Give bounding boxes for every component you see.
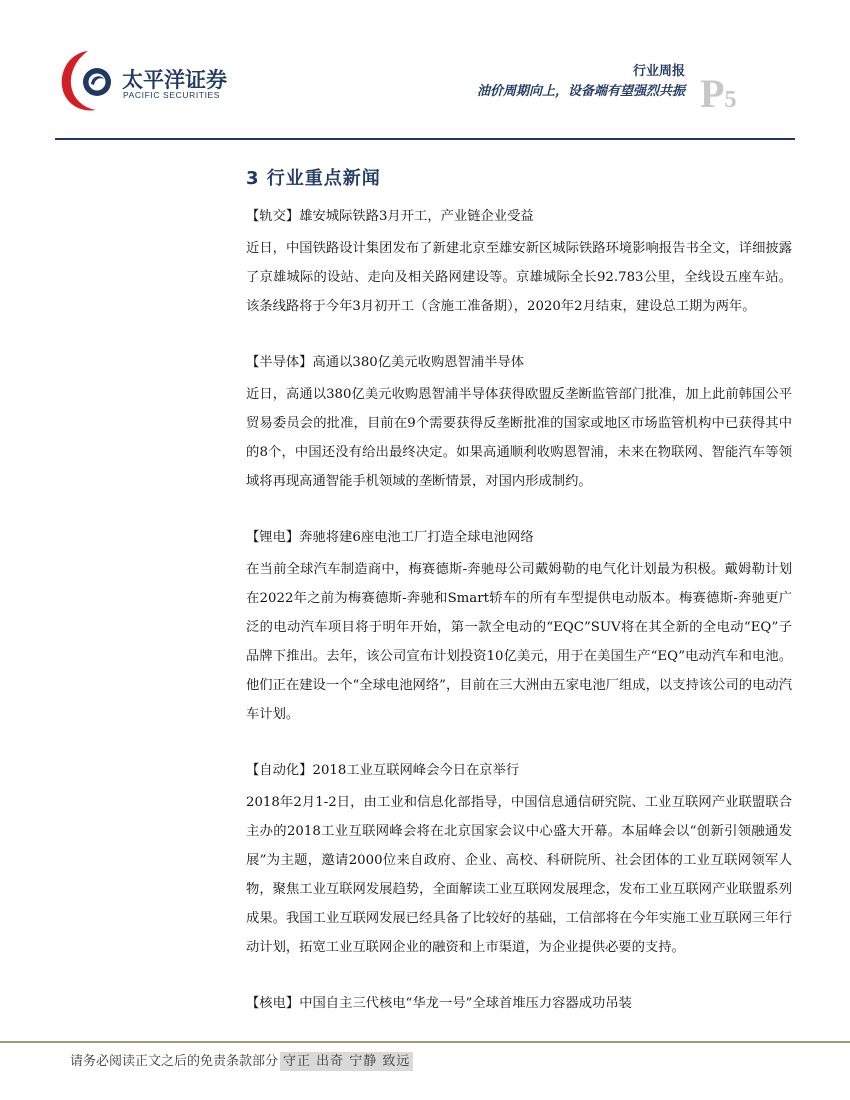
news-body: 2018年2月1-2日，由工业和信息化部指导，中国信息通信研究院、工业互联网产业联盟联合主办的2018工业互联网峰会将在北京国家会议中心盛大开幕。本届峰会以“创新引领融通发展”为主题，邀请2000位来自政府、企业、高校、科研院所、社会团体的工业互联网领军人物，聚焦工业互联网发展趋势，全面解读工业互联网发展理念，发布工业互联网产业联盟系列成果。我国工业互联网发展已经具备了比较好的基础，工信部将在今年实施工业互联网三年行动计划，拓宽工业互联网企业的融资和上市渠道，为企业提供必要的支持。 <box>246 795 792 955</box>
news-tag: 【自动化】 <box>246 763 313 778</box>
news-item <box>246 525 792 729</box>
news-headline: 高通以380亿美元收购恩智浦半导体 <box>312 355 525 370</box>
news-item <box>246 758 792 962</box>
page-number <box>700 71 737 120</box>
section-title: 3 行业重点新闻 <box>246 168 381 189</box>
news-tag: 【轨交】 <box>246 209 300 224</box>
news-headline: 中国自主三代核电“华龙一号”全球首堆压力容器成功吊装 <box>299 996 632 1011</box>
footer-divider <box>0 1041 850 1043</box>
main-content <box>246 160 792 1046</box>
news-headline-row <box>246 350 792 376</box>
news-headline-row <box>246 204 792 230</box>
news-tag: 【核电】 <box>246 996 300 1011</box>
news-headline-row <box>246 758 792 784</box>
news-item <box>246 991 792 1017</box>
slogan: 守正 出奇 宁静 致远 <box>280 1052 413 1071</box>
news-body: 近日，高通以380亿美元收购恩智浦半导体获得欧盟反垄断监管部门批准，加上此前韩国公平贸易委员会的批准，目前在9个需要获得反垄断批准的国家或地区市场监管机构中已获得其中的8个，中国还没有给出最终决定。如果高通顺利收购恩智浦，未来在物联网、智能汽车等领域将再现高通智能手机领域的垄断情景，对国内形成制约。 <box>246 387 792 489</box>
news-headline: 雄安城际铁路3月开工，产业链企业受益 <box>299 209 534 224</box>
page-number-value: 5 <box>724 87 737 113</box>
news-item <box>246 350 792 496</box>
company-logo-icon <box>58 48 118 114</box>
report-title: 油价周期向上，设备端有望强烈共振 <box>476 84 685 99</box>
news-body: 近日，中国铁路设计集团发布了新建北京至雄安新区城际铁路环境影响报告书全文，详细披露了京雄城际的设站、走向及相关路网建设等。京雄城际全长92.783公里，全线设五座车站。该条线路将于今年3月初开工（含施工准备期），2020年2月结束，建设总工期为两年。 <box>246 241 792 314</box>
disclaimer-text: 请务必阅读正文之后的免责条款部分 <box>70 1054 279 1069</box>
news-headline: 2018工业互联网峰会今日在京举行 <box>312 763 520 778</box>
news-headline-row <box>246 991 792 1017</box>
report-type: 行业周报 <box>632 64 685 79</box>
news-headline-row <box>246 525 792 551</box>
news-headline: 奔驰将建6座电池工厂打造全球电池网络 <box>299 530 534 545</box>
news-tag: 【半导体】 <box>246 355 313 370</box>
page-prefix: P <box>700 71 725 116</box>
header-divider <box>55 138 795 140</box>
news-tag: 【锂电】 <box>246 530 300 545</box>
news-item <box>246 204 792 321</box>
brand-name-cn: 太平洋证券 <box>122 68 227 92</box>
news-body: 在当前全球汽车制造商中，梅赛德斯-奔驰母公司戴姆勒的电气化计划最为积极。戴姆勒计划在2022年之前为梅赛德斯-奔驰和Smart轿车的所有车型提供电动版本。梅赛德斯-奔驰更广泛的电动汽车项目将于明年开始，第一款全电动的“EQC”SUV将在其全新的全电动“EQ”子品牌下推出。去年，该公司宣布计划投资10亿美元，用于在美国生产“EQ”电动汽车和电池。他们正在建设一个“全球电池网络”，目前在三大洲由五家电池厂组成，以支持该公司的电动汽车计划。 <box>246 562 792 722</box>
footer <box>70 1050 413 1069</box>
brand-name-en: PACIFIC SECURITIES <box>123 90 221 100</box>
